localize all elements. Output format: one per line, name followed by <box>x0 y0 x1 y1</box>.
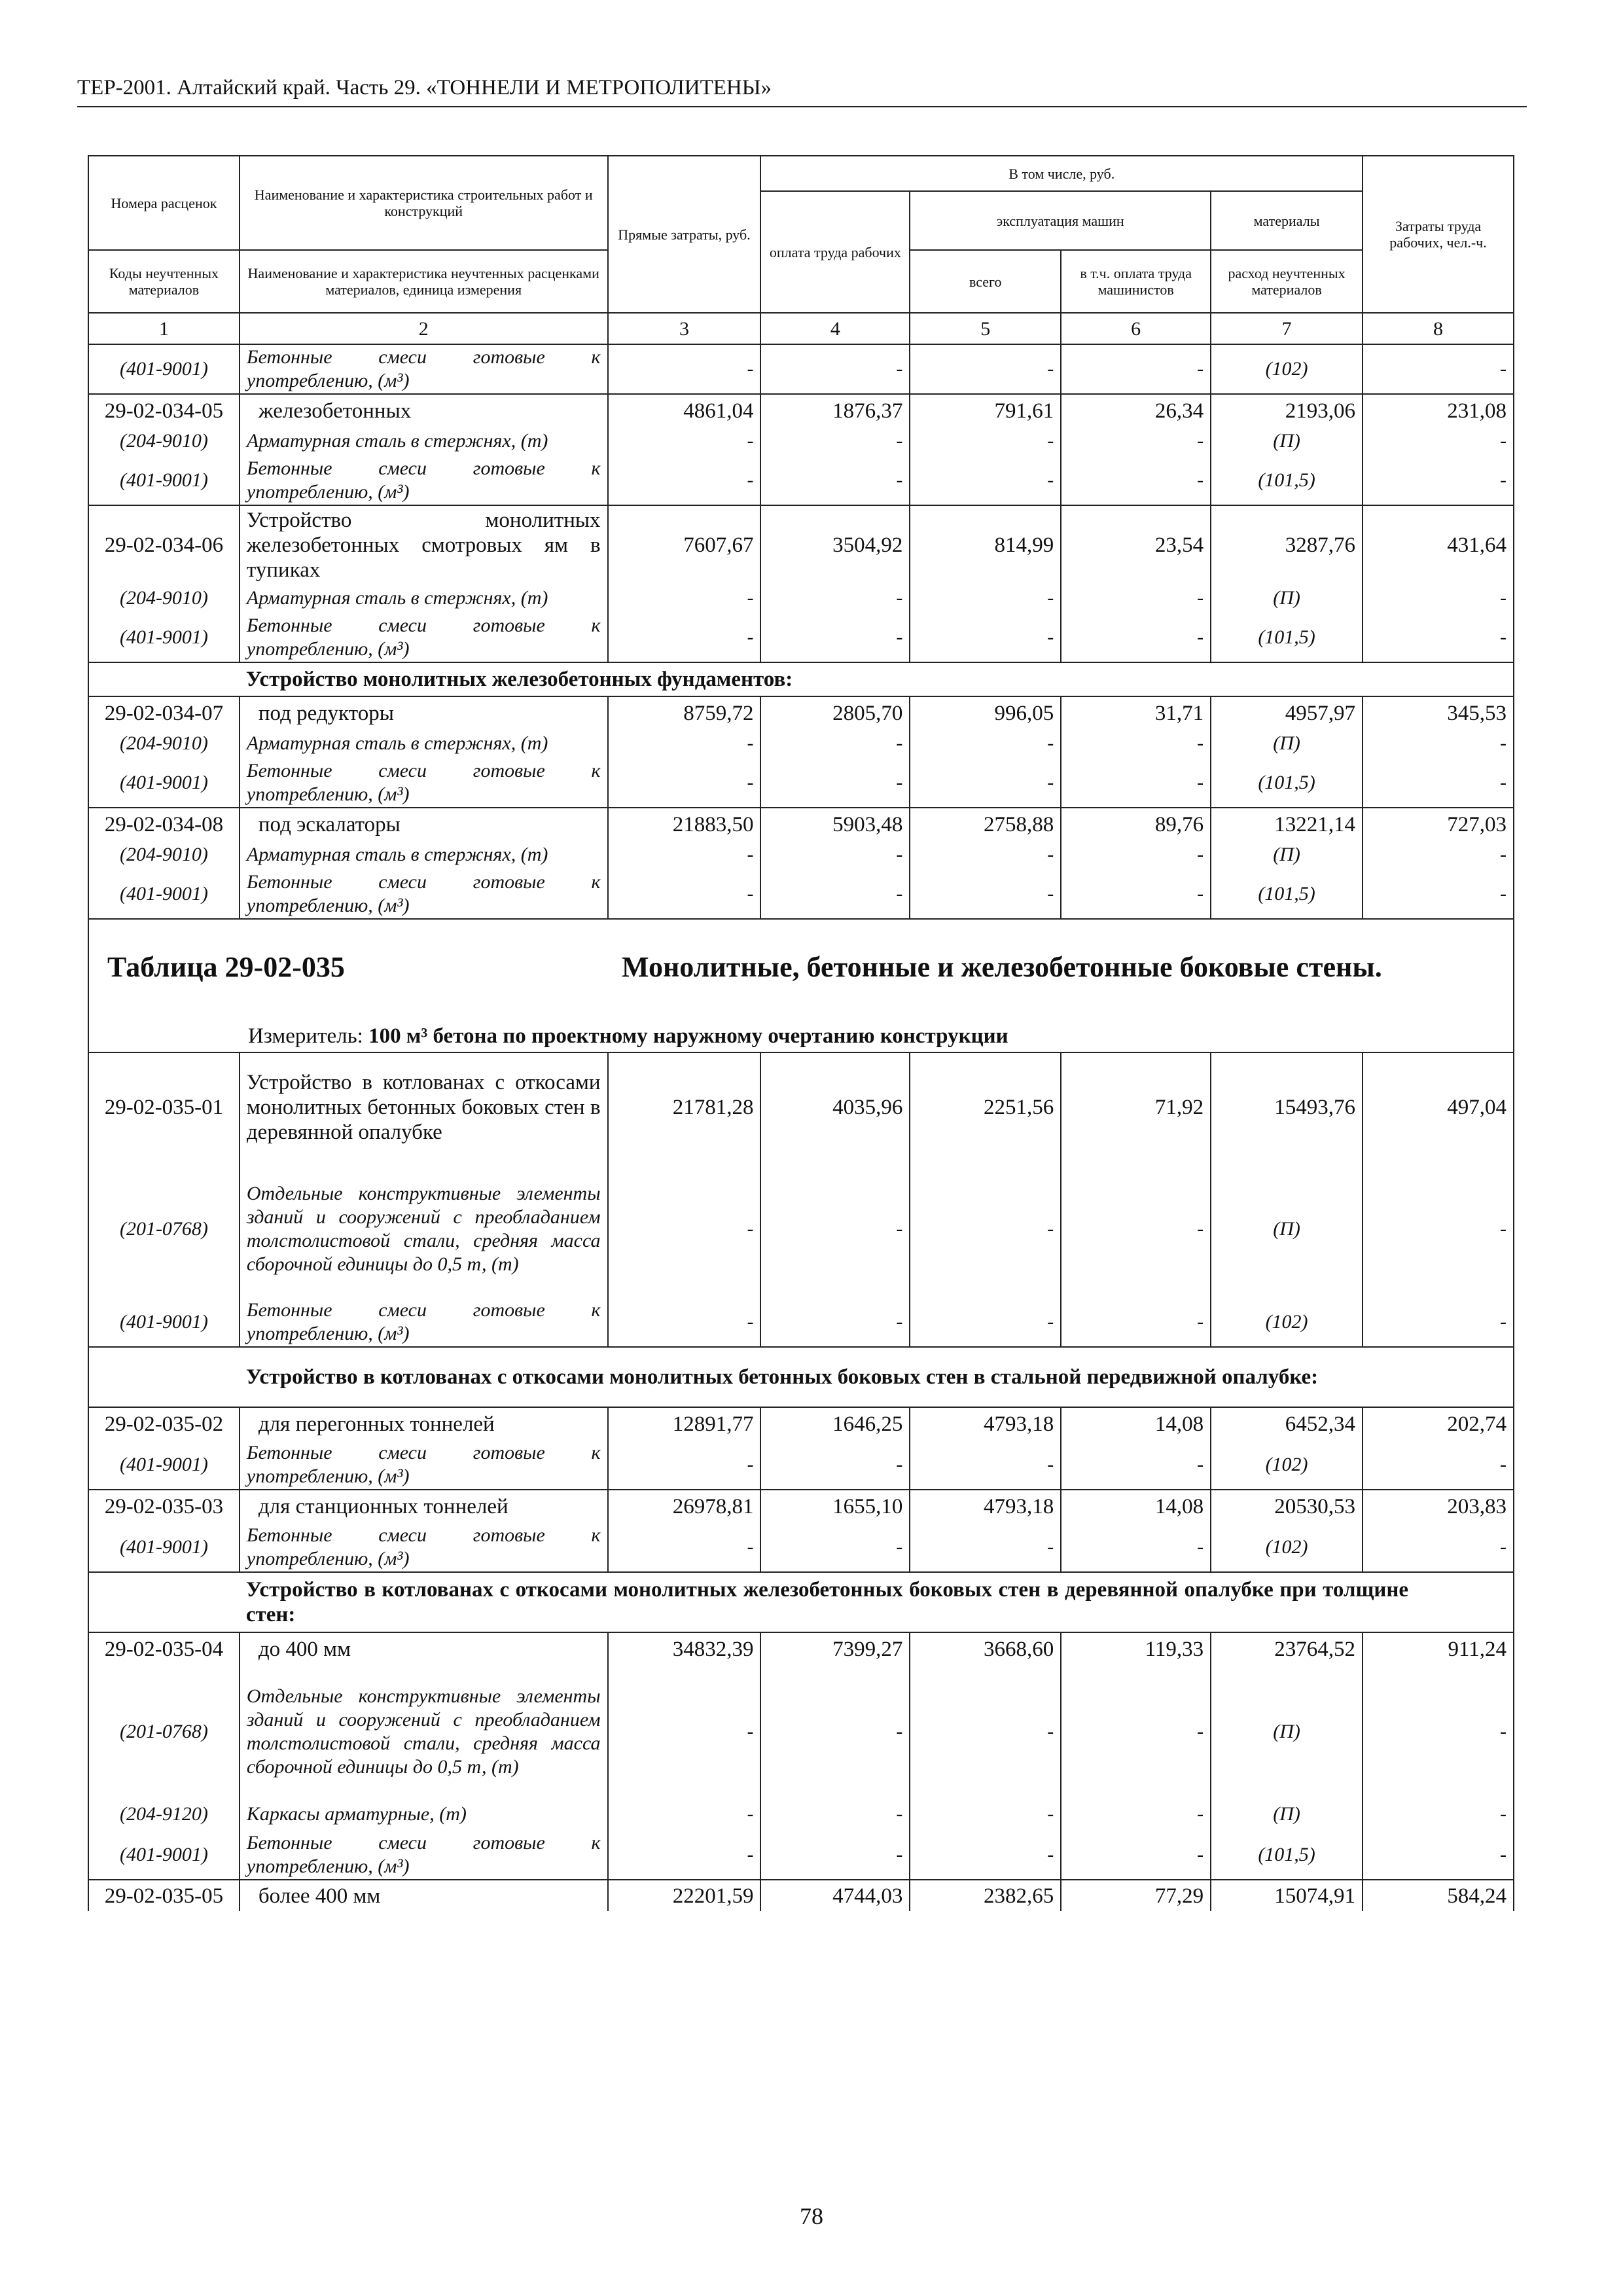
rate-row <box>88 696 1514 729</box>
machines-cost: 2251,56 <box>910 1052 1061 1161</box>
dash-cell: - <box>910 1830 1061 1880</box>
rate-code: 29-02-035-02 <box>88 1407 240 1440</box>
rate-code: 29-02-034-05 <box>88 394 240 427</box>
dash-cell: - <box>608 1161 761 1297</box>
material-qty: (П) <box>1211 1665 1363 1799</box>
material-row <box>88 1830 1514 1880</box>
labor-hours: 202,74 <box>1363 1407 1514 1440</box>
rate-code: 29-02-035-04 <box>88 1632 240 1665</box>
group-row <box>88 1347 1514 1407</box>
dash-cell: - <box>1061 869 1211 919</box>
meter-value: 100 м³ бетона по проектному наружному очертанию конструкции <box>368 1024 1008 1048</box>
dash-cell: - <box>1363 1440 1514 1490</box>
dash-cell: - <box>760 584 910 613</box>
dash-cell: - <box>1061 1161 1211 1297</box>
material-row <box>88 1161 1514 1297</box>
col-number: 1 <box>88 313 240 344</box>
dash-cell: - <box>760 1440 910 1490</box>
dash-cell: - <box>608 1830 761 1880</box>
col-number: 2 <box>240 313 608 344</box>
col8-header: Затраты труда рабочих, чел.-ч. <box>1363 156 1514 313</box>
material-name: Арматурная сталь в стержнях, (т) <box>240 427 608 456</box>
machines-cost: 2758,88 <box>910 808 1061 840</box>
material-qty: (П) <box>1211 840 1363 869</box>
dash-cell: - <box>608 613 761 662</box>
operators-cost: 14,08 <box>1061 1490 1211 1522</box>
rate-name: под редукторы <box>240 696 608 729</box>
material-qty: (101,5) <box>1211 1830 1363 1880</box>
rate-name: для перегонных тоннелей <box>240 1407 608 1440</box>
dash-cell: - <box>910 613 1061 662</box>
labor-hours: 345,53 <box>1363 696 1514 729</box>
rate-code: 29-02-035-03 <box>88 1490 240 1522</box>
material-qty: (П) <box>1211 1161 1363 1297</box>
dash-cell: - <box>608 1665 761 1799</box>
dash-cell: - <box>1061 840 1211 869</box>
dash-cell: - <box>1363 1665 1514 1799</box>
table-title: Монолитные, бетонные и железобетонные боковые стены. <box>622 951 1382 983</box>
page-number: 78 <box>800 2203 823 2229</box>
material-name: Каркасы арматурные, (т) <box>240 1799 608 1830</box>
material-qty: (101,5) <box>1211 456 1363 505</box>
material-code: (401-9001) <box>88 869 240 919</box>
material-row <box>88 1440 1514 1490</box>
dash-cell: - <box>1363 1297 1514 1347</box>
material-row <box>88 869 1514 919</box>
rates-table <box>88 155 1514 1911</box>
group-title: Устройство в котлованах с откосами монолитных бетонных боковых стен в стальной передвижной опалубке: <box>240 1347 1514 1407</box>
dash-cell: - <box>608 1522 761 1572</box>
material-row <box>88 758 1514 808</box>
dash-cell: - <box>760 758 910 808</box>
machines-cost: 814,99 <box>910 505 1061 584</box>
material-code: (201-0768) <box>88 1665 240 1799</box>
material-name: Бетонные смеси готовые к употреблению, (м³) <box>240 869 608 919</box>
dash-cell: - <box>1061 1440 1211 1490</box>
labor-hours: 727,03 <box>1363 808 1514 840</box>
dash-cell: - <box>608 758 761 808</box>
material-qty: (П) <box>1211 1799 1363 1830</box>
dash-cell: - <box>1363 1799 1514 1830</box>
group-title: Устройство монолитных железобетонных фундаментов: <box>240 662 1514 696</box>
operators-cost: 89,76 <box>1061 808 1211 840</box>
machines-cost: 3668,60 <box>910 1632 1061 1665</box>
col1-top-header: Номера расценок <box>88 156 240 250</box>
material-name: Бетонные смеси готовые к употреблению, (м³) <box>240 344 608 394</box>
dash-cell: - <box>1363 427 1514 456</box>
material-row <box>88 1799 1514 1830</box>
dash-cell: - <box>608 1440 761 1490</box>
dash-cell: - <box>1363 729 1514 758</box>
col-number: 6 <box>1061 313 1211 344</box>
dash-cell: - <box>760 729 910 758</box>
labor-cost: 5903,48 <box>760 808 910 840</box>
col-number: 8 <box>1363 313 1514 344</box>
dash-cell: - <box>760 1665 910 1799</box>
rate-name: более 400 мм <box>240 1880 608 1911</box>
rate-name: Устройство монолитных железобетонных смотровых ям в тупиках <box>240 505 608 584</box>
rate-name: под эскалаторы <box>240 808 608 840</box>
dash-cell: - <box>1061 1522 1211 1572</box>
material-name: Арматурная сталь в стержнях, (т) <box>240 584 608 613</box>
material-code: (401-9001) <box>88 456 240 505</box>
material-name: Арматурная сталь в стержнях, (т) <box>240 729 608 758</box>
material-name: Отдельные конструктивные элементы зданий и сооружений с преобладанием толстолистовой стали, средняя масса сборочной единицы до 0,5 т, (т) <box>240 1665 608 1799</box>
group-row <box>88 662 1514 696</box>
material-qty: (101,5) <box>1211 758 1363 808</box>
direct-cost: 7607,67 <box>608 505 761 584</box>
rate-row <box>88 1052 1514 1161</box>
dash-cell: - <box>608 427 761 456</box>
materials-cost: 13221,14 <box>1211 808 1363 840</box>
col2-top-header: Наименование и характеристика строительных работ и конструкций <box>240 156 608 250</box>
dash-cell: - <box>1061 427 1211 456</box>
materials-cost: 2193,06 <box>1211 394 1363 427</box>
labor-cost: 1876,37 <box>760 394 910 427</box>
dash-cell: - <box>910 1799 1061 1830</box>
col2-bottom-header: Наименование и характеристика неучтенных расценками материалов, единица измерения <box>240 250 608 313</box>
direct-cost: 4861,04 <box>608 394 761 427</box>
dash-cell: - <box>608 729 761 758</box>
rate-row <box>88 394 1514 427</box>
direct-cost: 21883,50 <box>608 808 761 840</box>
dash-cell: - <box>1061 613 1211 662</box>
dash-cell: - <box>1363 1161 1514 1297</box>
dash-cell: - <box>1061 456 1211 505</box>
dash-cell: - <box>760 427 910 456</box>
material-name: Бетонные смеси готовые к употреблению, (м³) <box>240 1440 608 1490</box>
rate-name: до 400 мм <box>240 1632 608 1665</box>
materials-cost: 6452,34 <box>1211 1407 1363 1440</box>
dash-cell: - <box>1061 1297 1211 1347</box>
operators-cost: 26,34 <box>1061 394 1211 427</box>
rate-row <box>88 1490 1514 1522</box>
dash-cell: - <box>910 1665 1061 1799</box>
dash-cell: - <box>1061 729 1211 758</box>
labor-cost: 4035,96 <box>760 1052 910 1161</box>
material-name: Бетонные смеси готовые к употреблению, (м³) <box>240 1297 608 1347</box>
dash-cell: - <box>910 1440 1061 1490</box>
dash-cell: - <box>1061 758 1211 808</box>
dash-cell: - <box>910 869 1061 919</box>
dash-cell: - <box>760 344 910 394</box>
rate-code: 29-02-034-08 <box>88 808 240 840</box>
including-header: В том числе, руб. <box>760 156 1363 191</box>
material-qty: (102) <box>1211 1440 1363 1490</box>
col7-header: расход неучтенных материалов <box>1211 250 1363 313</box>
material-qty: (П) <box>1211 584 1363 613</box>
material-name: Бетонные смеси готовые к употреблению, (м³) <box>240 456 608 505</box>
materials-cost: 23764,52 <box>1211 1632 1363 1665</box>
materials-cost: 15074,91 <box>1211 1880 1363 1911</box>
material-qty: (101,5) <box>1211 869 1363 919</box>
dash-cell: - <box>608 1297 761 1347</box>
machines-cost: 791,61 <box>910 394 1061 427</box>
material-code: (204-9010) <box>88 840 240 869</box>
material-row <box>88 456 1514 505</box>
rate-code: 29-02-035-01 <box>88 1052 240 1161</box>
col6-header: в т.ч. оплата труда машинистов <box>1061 250 1211 313</box>
running-title: ТЕР-2001. Алтайский край. Часть 29. «ТОННЕЛИ И МЕТРОПОЛИТЕНЫ» <box>77 73 1527 107</box>
dash-cell: - <box>1061 1665 1211 1799</box>
dash-cell: - <box>1363 584 1514 613</box>
dash-cell: - <box>1363 840 1514 869</box>
labor-cost: 1646,25 <box>760 1407 910 1440</box>
direct-cost: 12891,77 <box>608 1407 761 1440</box>
labor-cost: 1655,10 <box>760 1490 910 1522</box>
material-code: (401-9001) <box>88 344 240 394</box>
direct-cost: 26978,81 <box>608 1490 761 1522</box>
material-name: Бетонные смеси готовые к употреблению, (м³) <box>240 1522 608 1572</box>
dash-cell: - <box>910 1522 1061 1572</box>
materials-header: материалы <box>1211 191 1363 250</box>
machines-cost: 4793,18 <box>910 1407 1061 1440</box>
operators-cost: 71,92 <box>1061 1052 1211 1161</box>
machines-cost: 996,05 <box>910 696 1061 729</box>
labor-hours: 203,83 <box>1363 1490 1514 1522</box>
material-row <box>88 344 1514 394</box>
dash-cell: - <box>1363 1830 1514 1880</box>
labor-hours: 584,24 <box>1363 1880 1514 1911</box>
dash-cell: - <box>910 758 1061 808</box>
operators-cost: 23,54 <box>1061 505 1211 584</box>
rate-row <box>88 808 1514 840</box>
machines-cost: 4793,18 <box>910 1490 1061 1522</box>
material-row <box>88 1665 1514 1799</box>
dash-cell: - <box>760 869 910 919</box>
dash-cell: - <box>910 584 1061 613</box>
dash-cell: - <box>1061 1830 1211 1880</box>
machines-header: эксплуатация машин <box>910 191 1211 250</box>
material-row <box>88 840 1514 869</box>
dash-cell: - <box>910 344 1061 394</box>
direct-cost: 21781,28 <box>608 1052 761 1161</box>
dash-cell: - <box>760 1161 910 1297</box>
material-row <box>88 1522 1514 1572</box>
dash-cell: - <box>760 1522 910 1572</box>
col4-header: оплата труда рабочих <box>760 191 910 313</box>
material-row <box>88 584 1514 613</box>
col-number: 5 <box>910 313 1061 344</box>
rate-row <box>88 505 1514 584</box>
meter-prefix: Измеритель: <box>248 1024 363 1048</box>
dash-cell: - <box>1363 1522 1514 1572</box>
rate-name: железобетонных <box>240 394 608 427</box>
dash-cell: - <box>608 456 761 505</box>
material-name: Арматурная сталь в стержнях, (т) <box>240 840 608 869</box>
group-title: Устройство в котлованах с откосами монолитных железобетонных боковых стен в деревянной опалубке при толщине стен: <box>240 1572 1514 1632</box>
direct-cost: 34832,39 <box>608 1632 761 1665</box>
materials-cost: 20530,53 <box>1211 1490 1363 1522</box>
table-caption-row <box>88 919 1514 1052</box>
machines-cost: 2382,65 <box>910 1880 1061 1911</box>
dash-cell: - <box>760 1297 910 1347</box>
rate-row <box>88 1407 1514 1440</box>
dash-cell: - <box>1363 344 1514 394</box>
dash-cell: - <box>760 1799 910 1830</box>
dash-cell: - <box>760 613 910 662</box>
labor-hours: 497,04 <box>1363 1052 1514 1161</box>
labor-hours: 911,24 <box>1363 1632 1514 1665</box>
dash-cell: - <box>910 1297 1061 1347</box>
operators-cost: 14,08 <box>1061 1407 1211 1440</box>
material-code: (401-9001) <box>88 1297 240 1347</box>
material-code: (204-9010) <box>88 729 240 758</box>
col3-header: Прямые затраты, руб. <box>608 156 761 313</box>
material-name: Бетонные смеси готовые к употреблению, (м³) <box>240 613 608 662</box>
material-qty: (102) <box>1211 1522 1363 1572</box>
dash-cell: - <box>1363 613 1514 662</box>
col1-bottom-header: Коды неучтенных материалов <box>88 250 240 313</box>
material-row <box>88 1297 1514 1347</box>
material-row <box>88 729 1514 758</box>
dash-cell: - <box>608 344 761 394</box>
dash-cell: - <box>910 427 1061 456</box>
material-code: (201-0768) <box>88 1161 240 1297</box>
materials-cost: 15493,76 <box>1211 1052 1363 1161</box>
material-code: (204-9120) <box>88 1799 240 1830</box>
dash-cell: - <box>1061 344 1211 394</box>
table-label: Таблица 29-02-035 <box>107 951 345 983</box>
material-code: (401-9001) <box>88 613 240 662</box>
labor-cost: 3504,92 <box>760 505 910 584</box>
col-number: 7 <box>1211 313 1363 344</box>
dash-cell: - <box>1363 456 1514 505</box>
material-name: Отдельные конструктивные элементы зданий и сооружений с преобладанием толстолистовой стали, средняя масса сборочной единицы до 0,5 т, (т) <box>240 1161 608 1297</box>
rate-code: 29-02-034-07 <box>88 696 240 729</box>
material-name: Бетонные смеси готовые к употреблению, (м³) <box>240 1830 608 1880</box>
dash-cell: - <box>760 840 910 869</box>
material-code: (204-9010) <box>88 584 240 613</box>
dash-cell: - <box>1061 584 1211 613</box>
rate-code: 29-02-034-06 <box>88 505 240 584</box>
material-code: (401-9001) <box>88 1830 240 1880</box>
dash-cell: - <box>608 869 761 919</box>
rate-name: для станционных тоннелей <box>240 1490 608 1522</box>
labor-cost: 2805,70 <box>760 696 910 729</box>
rate-row <box>88 1880 1514 1911</box>
material-qty: (102) <box>1211 1297 1363 1347</box>
dash-cell: - <box>608 1799 761 1830</box>
dash-cell: - <box>760 1830 910 1880</box>
operators-cost: 77,29 <box>1061 1880 1211 1911</box>
material-qty: (П) <box>1211 427 1363 456</box>
dash-cell: - <box>910 456 1061 505</box>
dash-cell: - <box>910 840 1061 869</box>
rate-name: Устройство в котлованах с откосами монолитных бетонных боковых стен в деревянной опалубке <box>240 1052 608 1161</box>
rate-row <box>88 1632 1514 1665</box>
materials-cost: 3287,76 <box>1211 505 1363 584</box>
col5-header: всего <box>910 250 1061 313</box>
materials-cost: 4957,97 <box>1211 696 1363 729</box>
material-qty: (102) <box>1211 344 1363 394</box>
dash-cell: - <box>1061 1799 1211 1830</box>
dash-cell: - <box>608 584 761 613</box>
meter-line <box>248 1023 1491 1049</box>
operators-cost: 31,71 <box>1061 696 1211 729</box>
group-row <box>88 1572 1514 1632</box>
col-number: 3 <box>608 313 761 344</box>
labor-hours: 231,08 <box>1363 394 1514 427</box>
material-code: (204-9010) <box>88 427 240 456</box>
dash-cell: - <box>1363 758 1514 808</box>
material-code: (401-9001) <box>88 1440 240 1490</box>
dash-cell: - <box>910 729 1061 758</box>
labor-cost: 7399,27 <box>760 1632 910 1665</box>
labor-cost: 4744,03 <box>760 1880 910 1911</box>
dash-cell: - <box>1363 869 1514 919</box>
material-code: (401-9001) <box>88 1522 240 1572</box>
dash-cell: - <box>760 456 910 505</box>
col-number: 4 <box>760 313 910 344</box>
direct-cost: 22201,59 <box>608 1880 761 1911</box>
material-code: (401-9001) <box>88 758 240 808</box>
material-row <box>88 427 1514 456</box>
material-name: Бетонные смеси готовые к употреблению, (м³) <box>240 758 608 808</box>
material-qty: (П) <box>1211 729 1363 758</box>
dash-cell: - <box>910 1161 1061 1297</box>
labor-hours: 431,64 <box>1363 505 1514 584</box>
operators-cost: 119,33 <box>1061 1632 1211 1665</box>
rate-code: 29-02-035-05 <box>88 1880 240 1911</box>
material-qty: (101,5) <box>1211 613 1363 662</box>
direct-cost: 8759,72 <box>608 696 761 729</box>
dash-cell: - <box>608 840 761 869</box>
material-row <box>88 613 1514 662</box>
